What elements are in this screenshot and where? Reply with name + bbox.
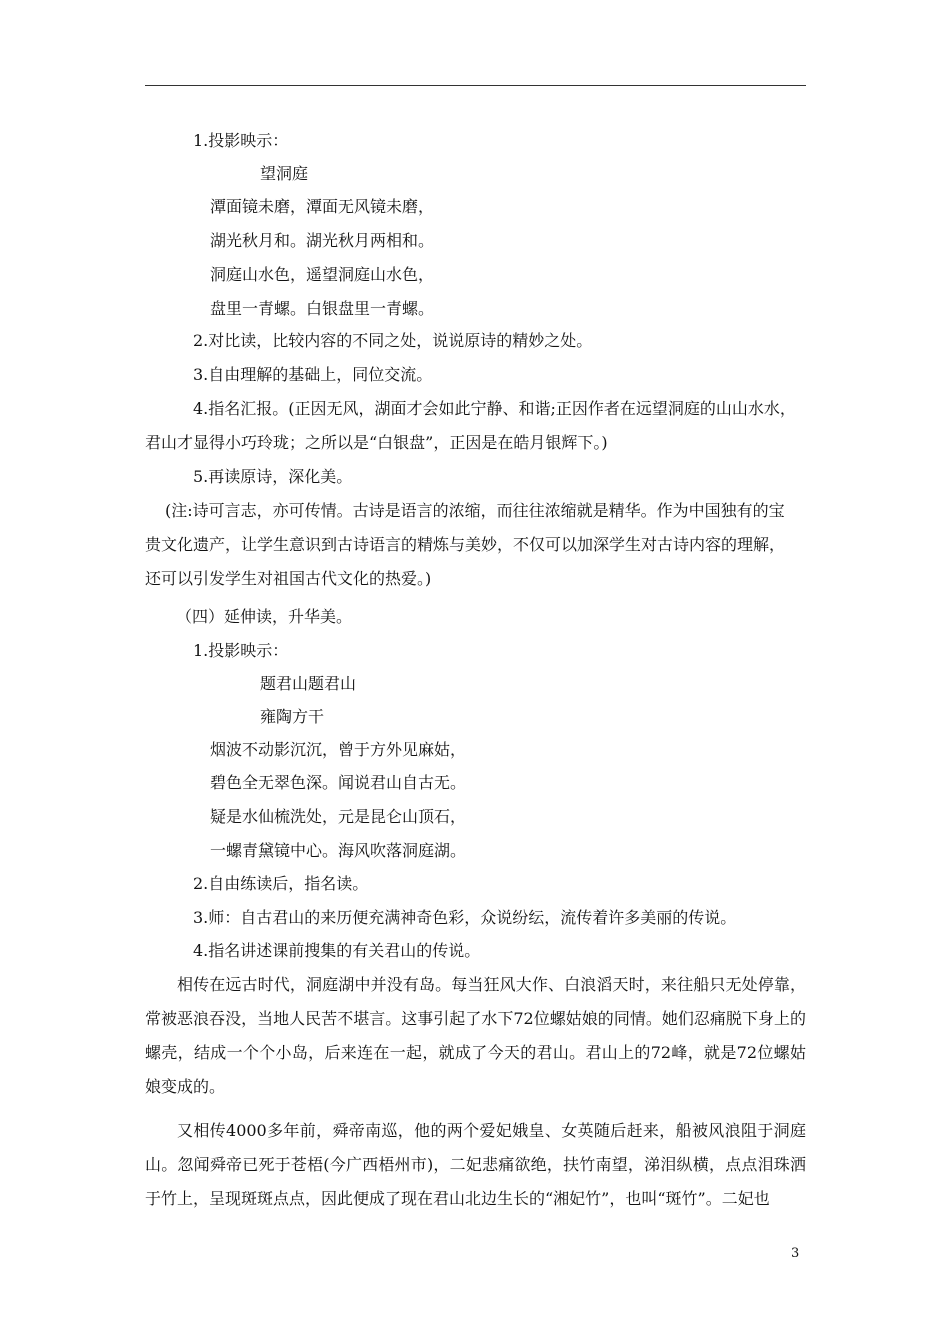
text-line: 君山才显得小巧玲珑；之所以是“白银盘”，正因是在皓月银辉下。) [145,433,608,452]
text-line: 3.师：自古君山的来历便充满神奇色彩，众说纷纭，流传着许多美丽的传说。 [193,908,737,927]
poem-line: 湖光秋月和。湖光秋月两相和。 [210,231,435,250]
poem-line: 疑是水仙梳洗处，元是昆仑山顶石， [210,807,467,826]
note-line: (注:诗可言志，亦可传情。古诗是语言的浓缩，而往往浓缩就是精华。作为中国独有的宝 [165,501,785,520]
legend-paragraph: 又相传4000多年前，舜帝南巡，他的两个爱妃娥皇、女英随后赶来，船被风浪阻于洞庭山。忽闻舜帝已死于苍梧(今广西梧州市)，二妃悲痛欲绝，扶竹南望，涕泪纵横，点点泪珠洒于竹上，呈现斑斑点点，因此便成了现在君山北边生长的“湘妃竹”，也叫“斑竹”。二妃也 [145,1121,806,1208]
poem-line: 洞庭山水色，遥望洞庭山水色， [210,265,435,284]
poem-line: 碧色全无翠色深。闻说君山自古无。 [210,773,467,792]
note-line: 贵文化遗产，让学生意识到古诗语言的精炼与美妙，不仅可以加深学生对古诗内容的理解， [145,535,786,554]
text-line: 4.指名讲述课前搜集的有关君山的传说。 [193,941,481,960]
page-number: 3 [791,1246,800,1261]
poem-line: 一螺青黛镜中心。海风吹落洞庭湖。 [210,841,467,860]
note-line: 还可以引发学生对祖国古代文化的热爱。) [145,569,432,588]
text-line: 3.自由理解的基础上，同位交流。 [193,365,433,384]
text-line: 5.再读原诗，深化美。 [193,467,353,486]
text-line: 2.对比读，比较内容的不同之处，说说原诗的精妙之处。 [193,331,593,350]
header-rule [145,85,806,86]
poem-line: 潭面镜未磨，潭面无风镜未磨， [210,197,435,216]
text-line: 4.指名汇报。(正因无风，湖面才会如此宁静、和谐;正因作者在远望洞庭的山山水水， [193,399,796,418]
poem-title: 题君山题君山 [260,674,357,693]
legend-paragraph: 相传在远古时代，洞庭湖中并没有岛。每当狂风大作、白浪滔天时，来往船只无处停靠，常被恶浪吞没，当地人民苦不堪言。这事引起了水下72位螺姑娘的同情。她们忍痛脱下身上的螺壳，结成一个个小岛，后来连在一起，就成了今天的君山。君山上的72峰，就是72位螺姑娘变成的。 [145,975,806,1096]
text-line: 1.投影映示： [193,131,289,150]
poem-authors: 雍陶方干 [260,707,325,726]
text-line: 1.投影映示： [193,641,289,660]
poem-line: 盘里一青螺。白银盘里一青螺。 [210,299,435,318]
poem-line: 烟波不动影沉沉，曾于方外见麻姑， [210,740,467,759]
poem-title: 望洞庭 [260,164,309,183]
section-heading: （四）延伸读，升华美。 [176,607,353,626]
text-line: 2.自由练读后，指名读。 [193,874,369,893]
